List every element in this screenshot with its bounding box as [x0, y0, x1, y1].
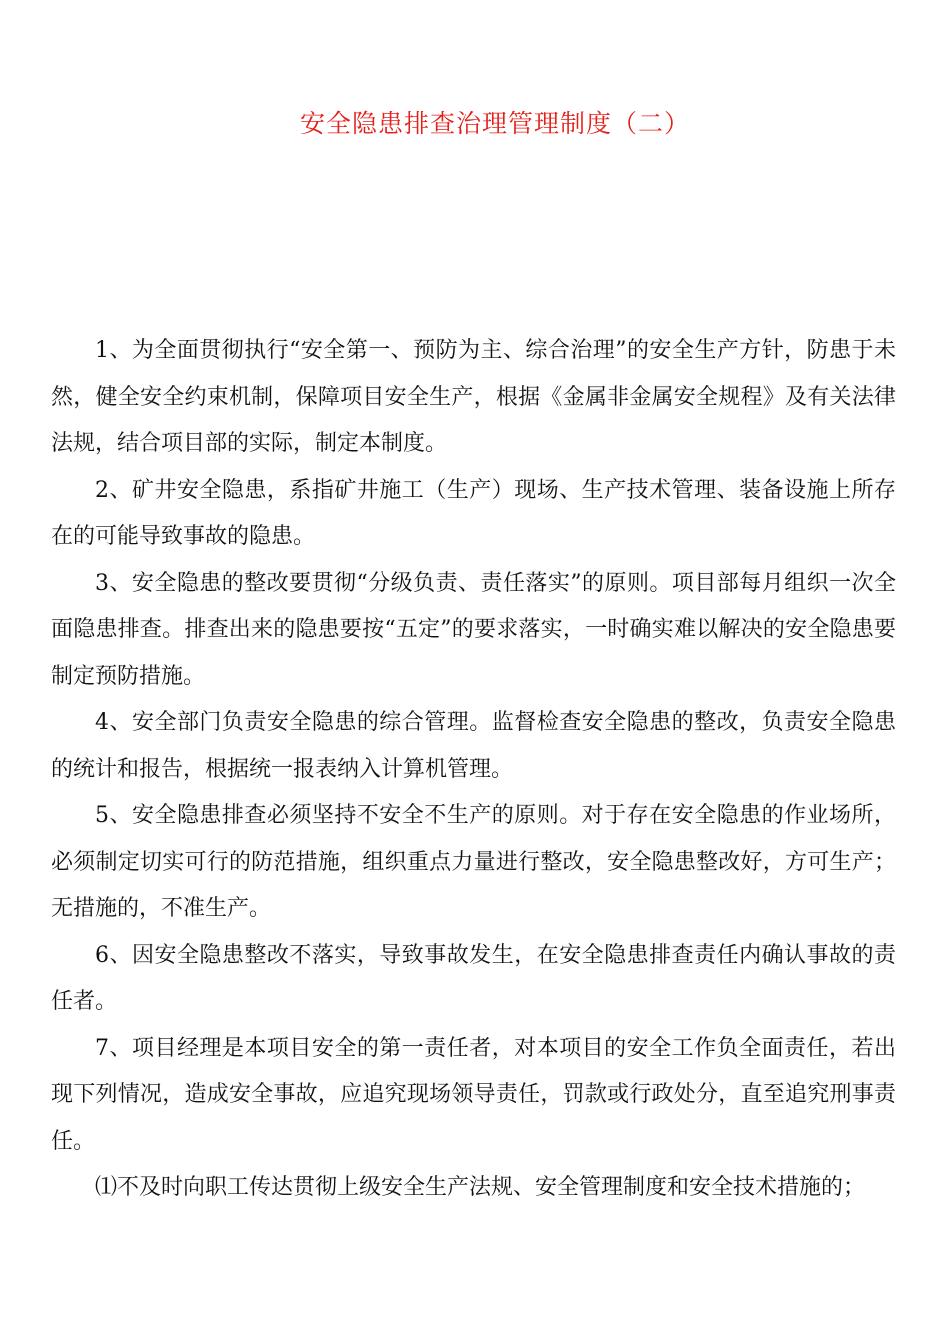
- document-title: 安全隐患排查治理管理制度（二）: [299, 109, 690, 138]
- paragraph-1: 1、为全面贯彻执行“安全第一、预防为主、综合治理”的安全生产方针，防患于未然，健全安全约束机制，保障项目安全生产，根据《金属非金属安全规程》及有关法律法规，结合项目部的实际，制定本制度。: [51, 338, 896, 456]
- paragraph-2: 2、矿井安全隐患，系指矿井施工（生产）现场、生产技术管理、装备设施上所存在的可能导致事故的隐患。: [51, 477, 896, 549]
- document-body: [51, 328, 896, 1212]
- paragraph-3: 3、安全隐患的整改要贯彻“分级负责、责任落实”的原则。项目部每月组织一次全面隐患排查。排查出来的隐患要按“五定”的要求落实，一时确实难以解决的安全隐患要制定预防措施。: [51, 570, 896, 689]
- paragraph-7: 7、项目经理是本项目安全的第一责任者，对本项目的安全工作负全面责任，若出现下列情况，造成安全事故，应追究现场领导责任，罚款或行政处分，直至追究刑事责任。: [51, 1035, 896, 1154]
- paragraph-7-item-1: ⑴不及时向职工传达贯彻上级安全生产法规、安全管理制度和安全技术措施的；: [95, 1175, 866, 1200]
- paragraph-5: 5、安全隐患排查必须坚持不安全不生产的原则。对于存在安全隐患的作业场所，必须制定切实可行的防范措施，组织重点力量进行整改，安全隐患整改好，方可生产；无措施的，不准生产。: [51, 803, 896, 921]
- paragraph-6: 6、因安全隐患整改不落实，导致事故发生，在安全隐患排查责任内确认事故的责任者。: [51, 942, 896, 1014]
- paragraph-4: 4、安全部门负责安全隐患的综合管理。监督检查安全隐患的整改，负责安全隐患的统计和报告，根据统一报表纳入计算机管理。: [51, 710, 896, 782]
